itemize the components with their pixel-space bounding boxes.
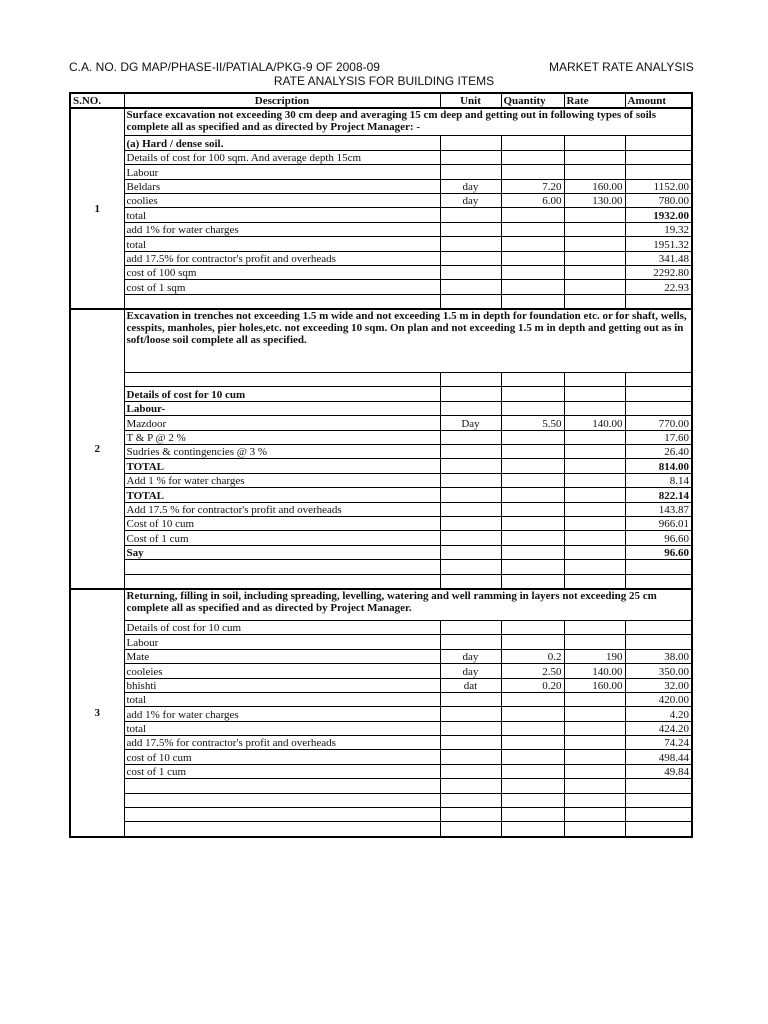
row-description: cost of 1 sqm — [124, 280, 440, 294]
row-quantity — [501, 445, 564, 459]
table-row — [70, 473, 692, 487]
row-rate — [564, 265, 625, 279]
row-rate — [564, 473, 625, 487]
row-quantity — [501, 237, 564, 251]
row-quantity — [501, 488, 564, 502]
row-description: total — [124, 208, 440, 222]
row-unit — [440, 294, 501, 309]
row-amount: 780.00 — [625, 193, 692, 207]
item-serial-number: 2 — [70, 309, 124, 589]
row-description: total — [124, 237, 440, 251]
row-description: Labour- — [124, 401, 440, 415]
row-rate — [564, 721, 625, 735]
row-rate — [564, 620, 625, 634]
row-amount — [625, 165, 692, 179]
table-row — [70, 401, 692, 415]
row-quantity: 5.50 — [501, 416, 564, 430]
row-description — [124, 574, 440, 589]
row-quantity — [501, 473, 564, 487]
row-quantity — [501, 208, 564, 222]
table-row — [70, 459, 692, 473]
row-amount — [625, 574, 692, 589]
row-rate — [564, 692, 625, 706]
row-description — [124, 808, 440, 822]
table-row — [70, 502, 692, 516]
row-description: add 17.5% for contractor's profit and overheads — [124, 736, 440, 750]
row-description: Labour — [124, 165, 440, 179]
row-rate — [564, 822, 625, 837]
row-description: Sudries & contingencies @ 3 % — [124, 445, 440, 459]
row-amount: 350.00 — [625, 664, 692, 678]
row-unit: day — [440, 664, 501, 678]
row-unit — [440, 721, 501, 735]
row-unit — [440, 516, 501, 530]
row-description — [124, 822, 440, 837]
table-row — [70, 373, 692, 387]
row-rate — [564, 251, 625, 265]
table-row — [70, 416, 692, 430]
row-amount: 420.00 — [625, 692, 692, 706]
row-quantity — [501, 707, 564, 721]
row-unit — [440, 387, 501, 401]
row-quantity — [501, 516, 564, 530]
row-unit — [440, 531, 501, 545]
rate-analysis-table — [69, 92, 693, 838]
row-rate — [564, 165, 625, 179]
table-row — [70, 237, 692, 251]
row-amount: 96.60 — [625, 531, 692, 545]
row-description — [124, 779, 440, 793]
row-description: Details of cost for 10 cum — [124, 387, 440, 401]
row-rate — [564, 793, 625, 807]
row-description: cost of 1 cum — [124, 764, 440, 778]
row-quantity — [501, 294, 564, 309]
contract-number: C.A. NO. DG MAP/PHASE-II/PATIALA/PKG-9 OF 2008-09 — [69, 60, 380, 74]
row-description: (a) Hard / dense soil. — [124, 136, 440, 150]
row-description: Beldars — [124, 179, 440, 193]
table-row — [70, 387, 692, 401]
row-amount — [625, 136, 692, 150]
table-row — [70, 750, 692, 764]
row-quantity — [501, 251, 564, 265]
row-quantity — [501, 620, 564, 634]
row-quantity — [501, 560, 564, 574]
table-row — [70, 179, 692, 193]
row-quantity — [501, 808, 564, 822]
table-row — [70, 294, 692, 309]
row-rate — [564, 208, 625, 222]
row-rate — [564, 459, 625, 473]
row-unit — [440, 251, 501, 265]
row-amount: 143.87 — [625, 502, 692, 516]
row-rate — [564, 808, 625, 822]
row-description: add 1% for water charges — [124, 222, 440, 236]
row-rate: 140.00 — [564, 416, 625, 430]
row-unit: day — [440, 649, 501, 663]
row-description: TOTAL — [124, 459, 440, 473]
row-quantity — [501, 531, 564, 545]
row-quantity — [501, 265, 564, 279]
row-quantity — [501, 793, 564, 807]
row-rate — [564, 502, 625, 516]
row-rate — [564, 136, 625, 150]
row-amount — [625, 808, 692, 822]
row-quantity — [501, 545, 564, 559]
row-unit — [440, 808, 501, 822]
item-serial-number: 3 — [70, 589, 124, 837]
row-quantity: 6.00 — [501, 193, 564, 207]
item-title-row — [70, 309, 692, 373]
table-row — [70, 779, 692, 793]
row-quantity: 0.2 — [501, 649, 564, 663]
row-rate — [564, 516, 625, 530]
row-rate — [564, 430, 625, 444]
row-unit: dat — [440, 678, 501, 692]
table-row — [70, 620, 692, 634]
row-quantity — [501, 401, 564, 415]
row-amount: 74.24 — [625, 736, 692, 750]
row-amount — [625, 560, 692, 574]
row-description: bhishti — [124, 678, 440, 692]
row-amount: 32.00 — [625, 678, 692, 692]
column-header-quantity: Quantity — [501, 93, 564, 108]
row-rate — [564, 560, 625, 574]
table-row — [70, 165, 692, 179]
table-row — [70, 150, 692, 164]
row-amount: 8.14 — [625, 473, 692, 487]
row-description: cost of 10 cum — [124, 750, 440, 764]
row-unit — [440, 265, 501, 279]
row-description — [124, 294, 440, 309]
table-row — [70, 822, 692, 837]
row-rate — [564, 373, 625, 387]
row-amount: 38.00 — [625, 649, 692, 663]
row-unit — [440, 707, 501, 721]
item-title-row — [70, 589, 692, 621]
column-header-rate: Rate — [564, 93, 625, 108]
table-row — [70, 430, 692, 444]
row-amount: 1152.00 — [625, 179, 692, 193]
row-unit — [440, 473, 501, 487]
row-rate: 130.00 — [564, 193, 625, 207]
table-row — [70, 574, 692, 589]
item-title-row — [70, 108, 692, 136]
row-description: Mazdoor — [124, 416, 440, 430]
row-rate — [564, 294, 625, 309]
row-unit — [440, 692, 501, 706]
table-row — [70, 560, 692, 574]
row-rate: 140.00 — [564, 664, 625, 678]
row-unit — [440, 280, 501, 294]
row-quantity — [501, 750, 564, 764]
table-header-row — [70, 93, 692, 108]
row-amount: 1932.00 — [625, 208, 692, 222]
row-unit: Day — [440, 416, 501, 430]
row-unit — [440, 620, 501, 634]
row-amount — [625, 387, 692, 401]
table-row — [70, 692, 692, 706]
row-description: Add 1 % for water charges — [124, 473, 440, 487]
row-quantity — [501, 779, 564, 793]
table-row — [70, 265, 692, 279]
row-quantity — [501, 502, 564, 516]
document-subtitle: RATE ANALYSIS FOR BUILDING ITEMS — [273, 74, 495, 88]
table-row — [70, 445, 692, 459]
table-row — [70, 793, 692, 807]
row-description: cost of 100 sqm — [124, 265, 440, 279]
row-rate — [564, 707, 625, 721]
row-unit: day — [440, 179, 501, 193]
row-amount — [625, 822, 692, 837]
row-unit — [440, 502, 501, 516]
row-quantity — [501, 721, 564, 735]
row-unit — [440, 574, 501, 589]
table-row — [70, 808, 692, 822]
row-quantity — [501, 635, 564, 649]
row-description: add 1% for water charges — [124, 707, 440, 721]
row-unit — [440, 430, 501, 444]
row-quantity — [501, 430, 564, 444]
column-header-description: Description — [124, 93, 440, 108]
table-row — [70, 516, 692, 530]
row-description: total — [124, 721, 440, 735]
row-unit — [440, 222, 501, 236]
row-quantity — [501, 150, 564, 164]
row-description: add 17.5% for contractor's profit and overheads — [124, 251, 440, 265]
row-description: Mate — [124, 649, 440, 663]
row-amount — [625, 620, 692, 634]
column-header-sno: S.NO. — [70, 93, 124, 108]
row-unit — [440, 545, 501, 559]
column-header-unit: Unit — [440, 93, 501, 108]
row-rate — [564, 635, 625, 649]
row-amount: 1951.32 — [625, 237, 692, 251]
row-rate — [564, 545, 625, 559]
table-row — [70, 736, 692, 750]
row-description: cooleies — [124, 664, 440, 678]
item-serial-number: 1 — [70, 108, 124, 309]
row-description: Details of cost for 10 cum — [124, 620, 440, 634]
table-row — [70, 721, 692, 735]
row-amount: 341.48 — [625, 251, 692, 265]
item-description: Surface excavation not exceeding 30 cm deep and averaging 15 cm deep and getting out in following types of soils complete all as specified and as directed by Project Manager: - — [124, 108, 692, 136]
row-rate — [564, 750, 625, 764]
row-rate — [564, 387, 625, 401]
table-row — [70, 635, 692, 649]
row-rate — [564, 280, 625, 294]
row-rate — [564, 736, 625, 750]
row-unit — [440, 822, 501, 837]
row-rate — [564, 779, 625, 793]
table-row — [70, 251, 692, 265]
table-row — [70, 545, 692, 559]
row-description: Add 17.5 % for contractor's profit and overheads — [124, 502, 440, 516]
row-quantity: 7.20 — [501, 179, 564, 193]
row-amount: 424.20 — [625, 721, 692, 735]
row-amount: 17.60 — [625, 430, 692, 444]
item-description: Excavation in trenches not exceeding 1.5 m wide and not exceeding 1.5 m in depth for foundation etc. or for shaft, wells, cesspits, manholes, pier holes,etc. not exceeding 10 sqm. On plan and not exceeding 1.5 m in depth and getting out as in soft/loose soil complete all as specified. — [124, 309, 692, 373]
row-description: Labour — [124, 635, 440, 649]
row-quantity — [501, 574, 564, 589]
table-row — [70, 764, 692, 778]
row-description: coolies — [124, 193, 440, 207]
row-rate — [564, 531, 625, 545]
row-unit — [440, 208, 501, 222]
row-rate — [564, 445, 625, 459]
row-amount: 814.00 — [625, 459, 692, 473]
row-unit — [440, 136, 501, 150]
row-unit — [440, 373, 501, 387]
row-quantity — [501, 136, 564, 150]
row-rate — [564, 222, 625, 236]
row-unit — [440, 635, 501, 649]
row-description: total — [124, 692, 440, 706]
row-description: T & P @ 2 % — [124, 430, 440, 444]
row-rate — [564, 150, 625, 164]
row-quantity — [501, 736, 564, 750]
row-unit — [440, 779, 501, 793]
row-unit — [440, 150, 501, 164]
row-rate: 190 — [564, 649, 625, 663]
row-rate — [564, 401, 625, 415]
row-unit — [440, 459, 501, 473]
row-rate — [564, 574, 625, 589]
row-amount: 19.32 — [625, 222, 692, 236]
row-unit — [440, 165, 501, 179]
row-amount: 822.14 — [625, 488, 692, 502]
row-quantity — [501, 459, 564, 473]
row-quantity — [501, 764, 564, 778]
row-amount — [625, 793, 692, 807]
row-quantity — [501, 373, 564, 387]
row-description — [124, 793, 440, 807]
row-description: Say — [124, 545, 440, 559]
table-row — [70, 208, 692, 222]
row-description: Cost of 1 cum — [124, 531, 440, 545]
table-row — [70, 707, 692, 721]
table-row — [70, 193, 692, 207]
row-quantity — [501, 387, 564, 401]
row-rate: 160.00 — [564, 678, 625, 692]
table-row — [70, 678, 692, 692]
row-amount — [625, 779, 692, 793]
row-quantity: 0.20 — [501, 678, 564, 692]
row-rate — [564, 488, 625, 502]
row-unit — [440, 401, 501, 415]
row-unit: day — [440, 193, 501, 207]
row-amount — [625, 150, 692, 164]
row-description: Details of cost for 100 sqm. And average depth 15cm — [124, 150, 440, 164]
table-row — [70, 488, 692, 502]
row-unit — [440, 488, 501, 502]
document-type-title: MARKET RATE ANALYSIS — [549, 60, 694, 74]
table-row — [70, 280, 692, 294]
row-amount — [625, 401, 692, 415]
row-rate — [564, 764, 625, 778]
row-description: Cost of 10 cum — [124, 516, 440, 530]
row-amount: 2292.80 — [625, 265, 692, 279]
row-quantity — [501, 165, 564, 179]
row-amount: 49.84 — [625, 764, 692, 778]
row-unit — [440, 793, 501, 807]
row-amount: 966.01 — [625, 516, 692, 530]
table-row — [70, 222, 692, 236]
item-description: Returning, filling in soil, including spreading, levelling, watering and well ramming in layers not exceeding 25 cm complete all as specified and as directed by Project Manager. — [124, 589, 692, 621]
row-description — [124, 560, 440, 574]
row-unit — [440, 736, 501, 750]
row-unit — [440, 560, 501, 574]
row-quantity: 2.50 — [501, 664, 564, 678]
row-quantity — [501, 280, 564, 294]
row-unit — [440, 764, 501, 778]
row-amount — [625, 373, 692, 387]
row-description — [124, 373, 440, 387]
row-amount: 96.60 — [625, 545, 692, 559]
table-row — [70, 649, 692, 663]
row-rate: 160.00 — [564, 179, 625, 193]
table-row — [70, 531, 692, 545]
row-amount: 22.93 — [625, 280, 692, 294]
column-header-amount: Amount — [625, 93, 692, 108]
row-quantity — [501, 222, 564, 236]
row-unit — [440, 750, 501, 764]
row-amount — [625, 635, 692, 649]
row-amount — [625, 294, 692, 309]
row-amount: 26.40 — [625, 445, 692, 459]
row-unit — [440, 445, 501, 459]
row-rate — [564, 237, 625, 251]
table-row — [70, 136, 692, 150]
row-amount: 4.20 — [625, 707, 692, 721]
row-unit — [440, 237, 501, 251]
row-quantity — [501, 822, 564, 837]
row-amount: 770.00 — [625, 416, 692, 430]
row-quantity — [501, 692, 564, 706]
table-row — [70, 664, 692, 678]
row-amount: 498.44 — [625, 750, 692, 764]
row-description: TOTAL — [124, 488, 440, 502]
